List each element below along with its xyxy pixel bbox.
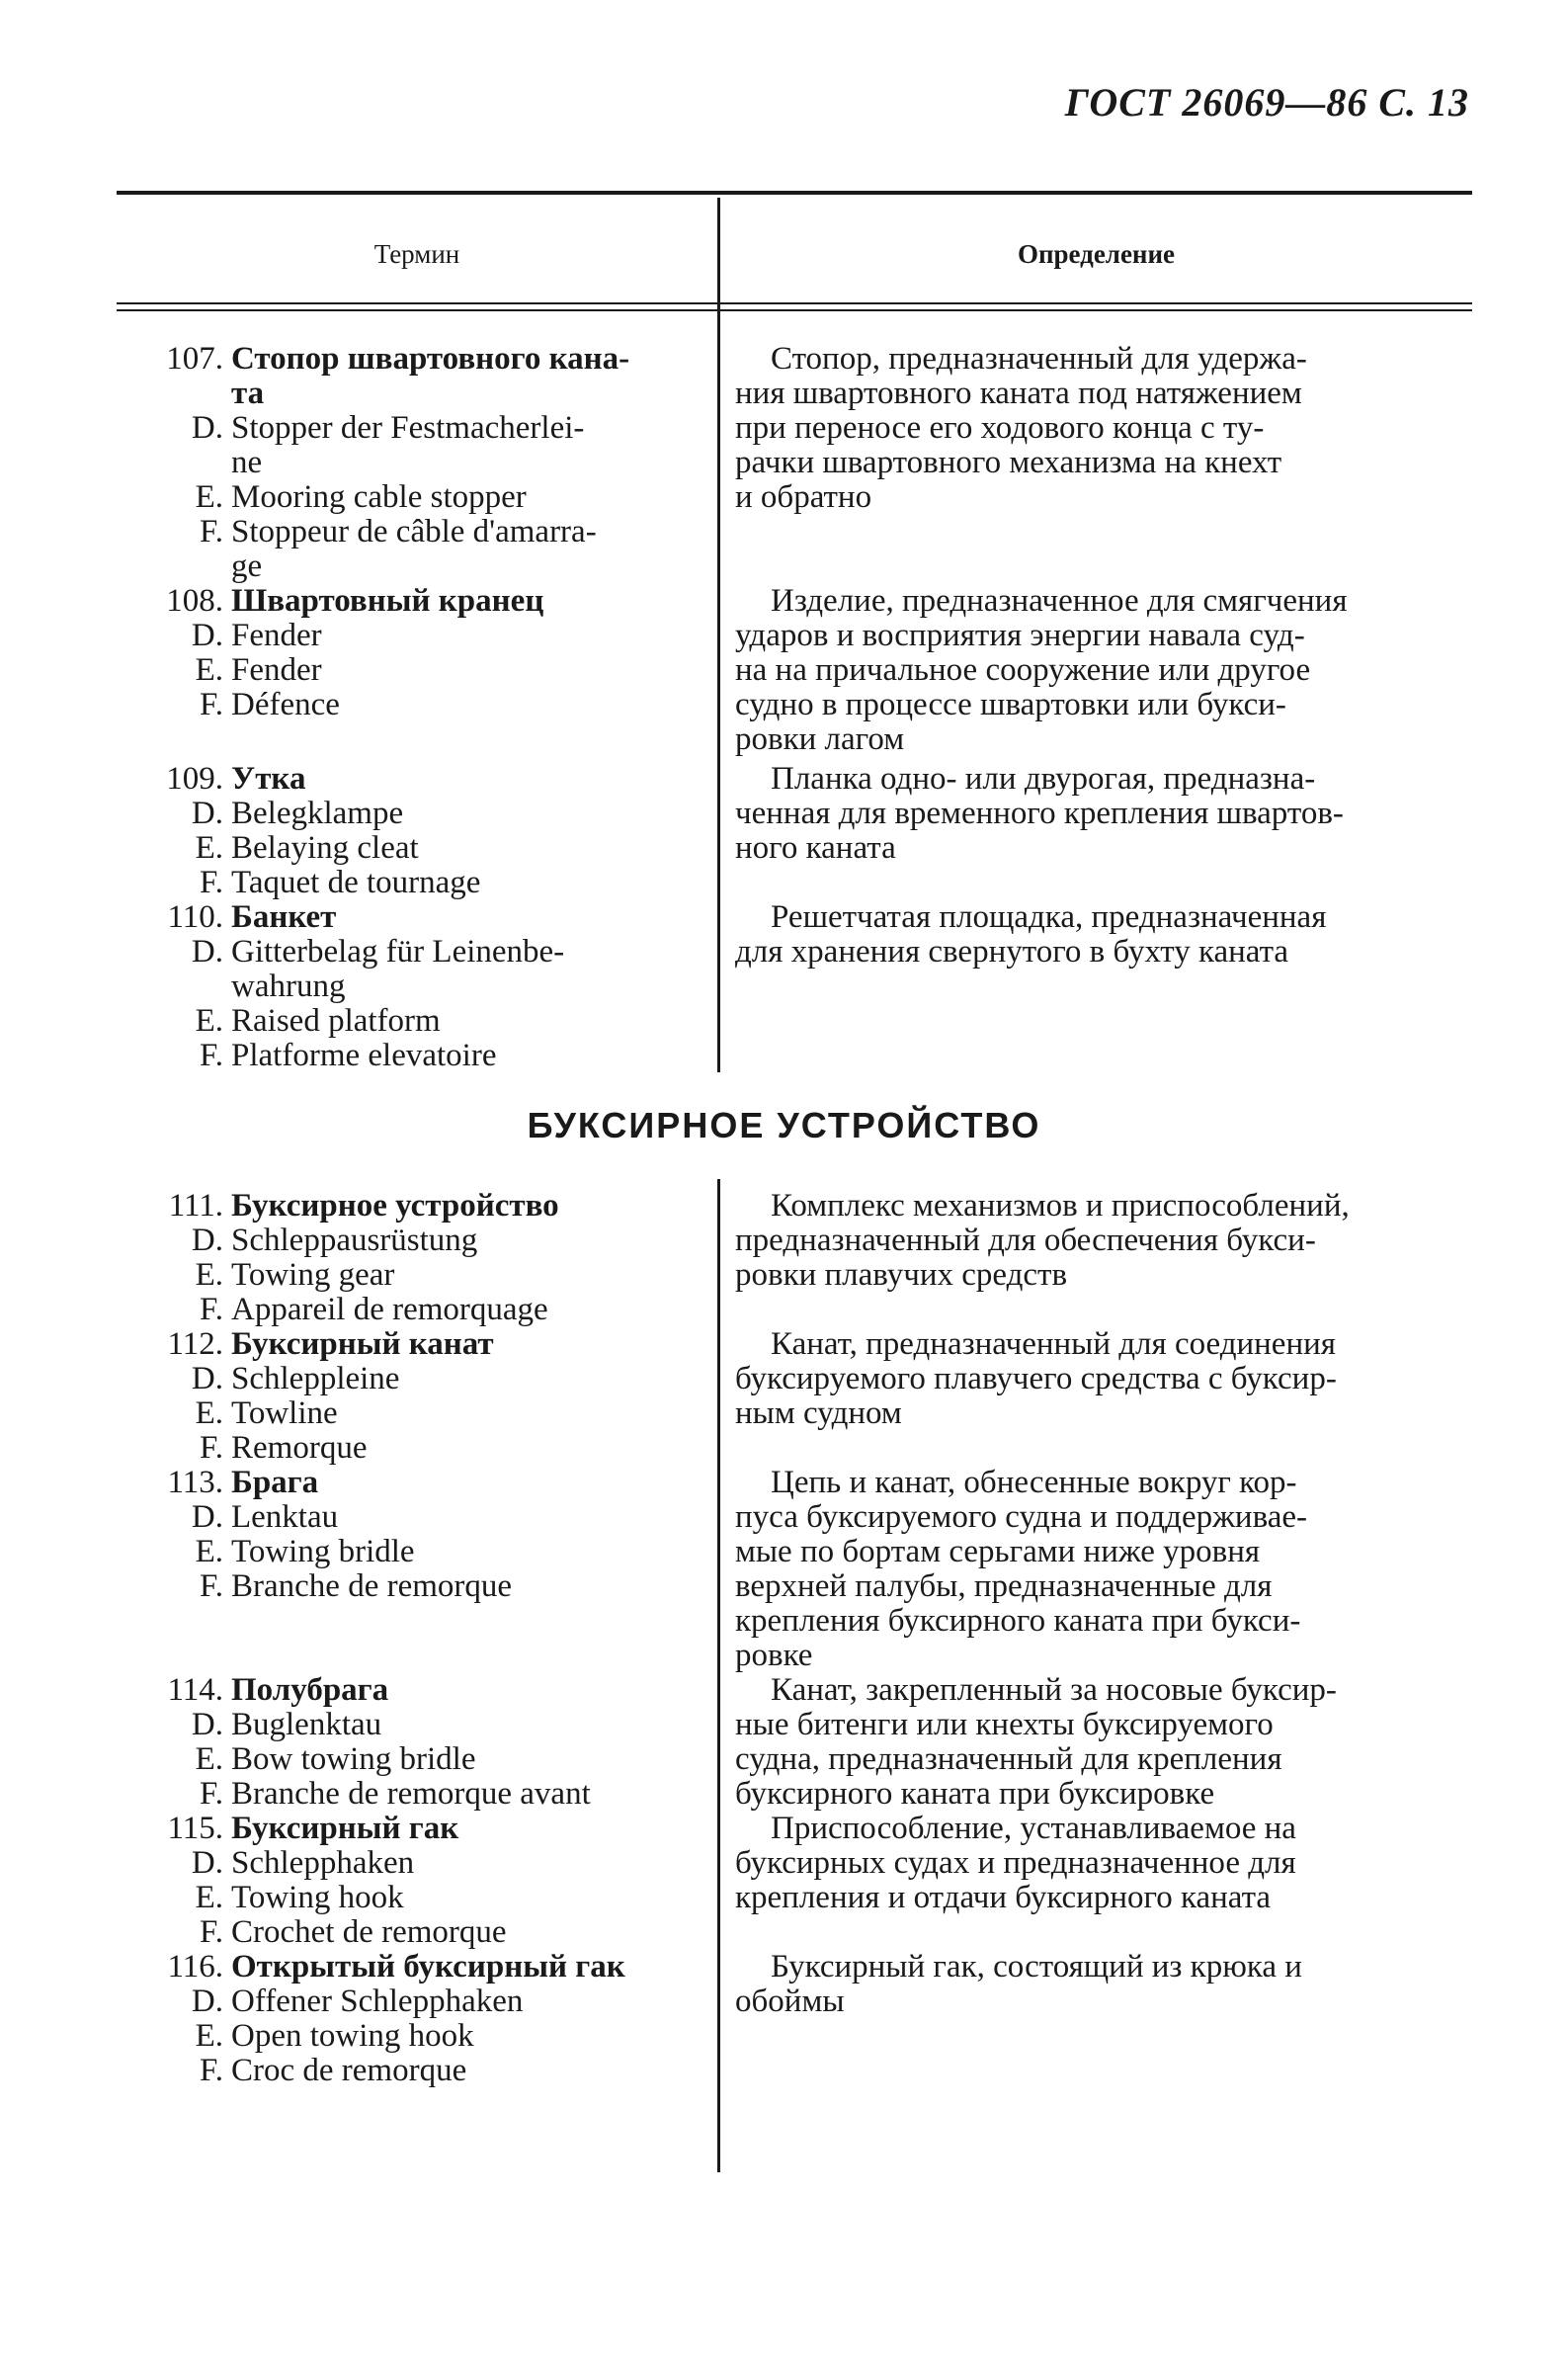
definition-line: крепления и отдачи буксирного каната	[735, 1880, 1272, 1915]
term-entry-107	[138, 342, 701, 584]
definition-line: и обратно	[735, 479, 872, 515]
term-en: Raised platform	[231, 1003, 441, 1039]
definition-line: ударов и восприятия энергии навала суд-	[735, 618, 1305, 653]
term-ru: Буксирный канат	[231, 1326, 494, 1362]
definition-109	[735, 762, 1468, 866]
definition-line: для хранения свернутого в бухту каната	[735, 934, 1289, 970]
term-entry-116	[138, 1950, 701, 2088]
definition-line: судна, предназначенный для крепления	[735, 1741, 1282, 1777]
definition-line: Приспособление, устанавливаемое на	[771, 1811, 1296, 1846]
column-header-term: Термин	[373, 239, 460, 269]
definition-line: верхней палубы, предназначенные для	[735, 1568, 1273, 1604]
definition-line: ные битенги или кнехты буксируемого	[735, 1707, 1274, 1742]
term-en: Towing hook	[231, 1880, 404, 1915]
term-de-cont: ne	[231, 445, 263, 480]
definition-line: Стопор, предназначенный для удержа-	[771, 341, 1307, 377]
definition-line: судно в процессе швартовки или букси-	[735, 687, 1286, 722]
term-de: Buglenktau	[231, 1707, 382, 1742]
term-fr: Taquet de tournage	[231, 865, 481, 900]
term-ru: Швартовный кранец	[231, 583, 544, 619]
term-en: Fender	[231, 652, 322, 688]
lang-label-en: E.	[195, 652, 223, 688]
term-number: 111.	[168, 1188, 223, 1224]
lang-label-fr: F.	[200, 1568, 223, 1604]
definition-113	[735, 1466, 1468, 1673]
term-ru-cont: та	[231, 376, 265, 411]
definition-line: ния швартовного каната под натяжением	[735, 376, 1302, 411]
lang-label-de: D.	[191, 1499, 223, 1535]
term-fr: Branche de remorque avant	[231, 1776, 591, 1812]
term-de: Stopper der Festmacherlei-	[231, 410, 585, 446]
term-fr: Platforme elevatoire	[231, 1038, 497, 1073]
definition-115	[735, 1812, 1468, 1915]
definition-112	[735, 1327, 1468, 1431]
definition-line: Канат, закрепленный за носовые буксир-	[771, 1672, 1337, 1708]
lang-label-de: D.	[191, 934, 223, 970]
definition-line: Цепь и канат, обнесенные вокруг кор-	[771, 1465, 1297, 1500]
term-de: Gitterbelag für Leinenbe-	[231, 934, 565, 970]
definition-line: ровке	[735, 1638, 813, 1673]
term-en: Towing bridle	[231, 1534, 415, 1569]
term-number: 114.	[167, 1672, 223, 1708]
lang-label-en: E.	[195, 1257, 223, 1293]
term-fr: Défence	[231, 687, 340, 722]
definition-111	[735, 1189, 1468, 1293]
term-de: Schleppausrüstung	[231, 1223, 478, 1258]
term-fr: Crochet de remorque	[231, 1914, 507, 1950]
term-fr: Croc de remorque	[231, 2053, 467, 2088]
term-fr: Branche de remorque	[231, 1568, 513, 1604]
definition-107	[735, 342, 1468, 515]
definition-line: Комплекс механизмов и приспособлений,	[771, 1188, 1350, 1224]
term-en: Bow towing bridle	[231, 1741, 476, 1777]
term-number: 112.	[167, 1326, 223, 1362]
term-de: Schlepphaken	[231, 1845, 415, 1881]
term-entry-112	[138, 1327, 701, 1466]
term-ru: Утка	[231, 761, 306, 797]
term-de: Lenktau	[231, 1499, 339, 1535]
section-title: БУКСИРНОЕ УСТРОЙСТВО	[527, 1105, 1041, 1145]
term-en: Open towing hook	[231, 2018, 474, 2054]
definition-line: Планка одно- или двурогая, предназна-	[771, 761, 1316, 797]
lang-label-en: E.	[195, 479, 223, 515]
lang-label-de: D.	[191, 1845, 223, 1881]
lang-label-de: D.	[191, 410, 223, 446]
definition-116	[735, 1950, 1468, 2019]
table-top-rule	[117, 191, 1472, 195]
definition-line: Решетчатая площадка, предназначенная	[771, 899, 1327, 935]
definition-line: рачки швартовного механизма на кнехт	[735, 445, 1282, 480]
definition-line: Канат, предназначенный для соединения	[771, 1326, 1336, 1362]
lang-label-en: E.	[195, 1880, 223, 1915]
definition-108	[735, 584, 1468, 757]
term-number: 107.	[166, 341, 223, 377]
term-de: Schleppleine	[231, 1361, 400, 1396]
term-en: Belaying cleat	[231, 830, 419, 866]
term-fr: Stoppeur de câble d'amarra-	[231, 514, 597, 549]
definition-line: обоймы	[735, 1984, 845, 2019]
column-header-definition: Определение	[1017, 239, 1176, 269]
term-fr: Remorque	[231, 1430, 368, 1466]
definition-line: ным судном	[735, 1395, 902, 1431]
term-entry-110	[138, 900, 701, 1073]
term-en: Towline	[231, 1395, 338, 1431]
table-header-rule-double	[117, 309, 1472, 311]
term-ru: Банкет	[231, 899, 337, 935]
term-de: Belegklampe	[231, 796, 404, 831]
term-ru: Стопор швартовного кана-	[231, 341, 630, 377]
lang-label-en: E.	[195, 1395, 223, 1431]
definition-line: предназначенный для обеспечения букси-	[735, 1223, 1316, 1258]
term-number: 115.	[167, 1811, 223, 1846]
term-ru: Буксирное устройство	[231, 1188, 559, 1224]
definition-line: ченная для временного крепления швартов-	[735, 796, 1344, 831]
lang-label-fr: F.	[200, 514, 223, 549]
term-de-cont: wahrung	[231, 969, 346, 1004]
lang-label-fr: F.	[200, 1776, 223, 1812]
lang-label-de: D.	[191, 1707, 223, 1742]
definition-line: буксирного каната при буксировке	[735, 1776, 1215, 1812]
definition-line: буксируемого плавучего средства с буксир-	[735, 1361, 1337, 1396]
term-entry-114	[138, 1673, 701, 1812]
lang-label-de: D.	[191, 1223, 223, 1258]
term-ru: Брага	[231, 1465, 319, 1500]
lang-label-fr: F.	[200, 2053, 223, 2088]
lang-label-fr: F.	[200, 687, 223, 722]
definition-line: при переносе его ходового конца с ту-	[735, 410, 1265, 446]
term-de: Offener Schlepphaken	[231, 1984, 524, 2019]
lang-label-de: D.	[191, 1361, 223, 1396]
lang-label-fr: F.	[200, 1430, 223, 1466]
term-ru: Полубрага	[231, 1672, 389, 1708]
lang-label-fr: F.	[200, 865, 223, 900]
column-divider-bottom	[717, 1179, 720, 2172]
term-entry-108	[138, 584, 701, 722]
term-number: 108.	[166, 583, 223, 619]
lang-label-fr: F.	[200, 1914, 223, 1950]
term-en: Towing gear	[231, 1257, 395, 1293]
definition-line: мые по бортам серьгами ниже уровня	[735, 1534, 1261, 1569]
definition-line: Буксирный гак, состоящий из крюка и	[771, 1949, 1302, 1985]
lang-label-en: E.	[195, 2018, 223, 2054]
definition-114	[735, 1673, 1468, 1812]
table-header-rule	[117, 302, 1472, 304]
term-entry-111	[138, 1189, 701, 1327]
lang-label-fr: F.	[200, 1038, 223, 1073]
lang-label-en: E.	[195, 1741, 223, 1777]
definition-line: Изделие, предназначенное для смягчения	[771, 583, 1348, 619]
term-number: 113.	[167, 1465, 223, 1500]
term-number: 110.	[167, 899, 223, 935]
term-entry-109	[138, 762, 701, 900]
term-de: Fender	[231, 618, 322, 653]
term-ru: Открытый буксирный гак	[231, 1949, 625, 1985]
lang-label-de: D.	[191, 618, 223, 653]
lang-label-en: E.	[195, 1534, 223, 1569]
term-fr: Appareil de remorquage	[231, 1292, 548, 1327]
term-ru: Буксирный гак	[231, 1811, 459, 1846]
definition-line: ровки плавучих средств	[735, 1257, 1068, 1293]
lang-label-en: E.	[195, 830, 223, 866]
definition-line: ного каната	[735, 830, 896, 866]
definition-line: ровки лагом	[735, 721, 905, 757]
definition-line: на на причальное сооружение или другое	[735, 652, 1311, 688]
term-entry-113	[138, 1466, 701, 1604]
term-number: 109.	[166, 761, 223, 797]
definition-line: пуса буксируемого судна и поддерживае-	[735, 1499, 1307, 1535]
column-divider-top	[717, 198, 720, 1072]
lang-label-de: D.	[191, 1984, 223, 2019]
lang-label-en: E.	[195, 1003, 223, 1039]
definition-110	[735, 900, 1468, 970]
definition-line: буксирных судах и предназначенное для	[735, 1845, 1296, 1881]
term-fr-cont: ge	[231, 549, 263, 584]
term-number: 116.	[167, 1949, 223, 1985]
term-entry-115	[138, 1812, 701, 1950]
definition-line: крепления буксирного каната при букси-	[735, 1603, 1301, 1639]
lang-label-de: D.	[191, 796, 223, 831]
page-header: ГОСТ 26069—86 С. 13	[1064, 80, 1469, 125]
lang-label-fr: F.	[200, 1292, 223, 1327]
term-en: Mooring cable stopper	[231, 479, 527, 515]
